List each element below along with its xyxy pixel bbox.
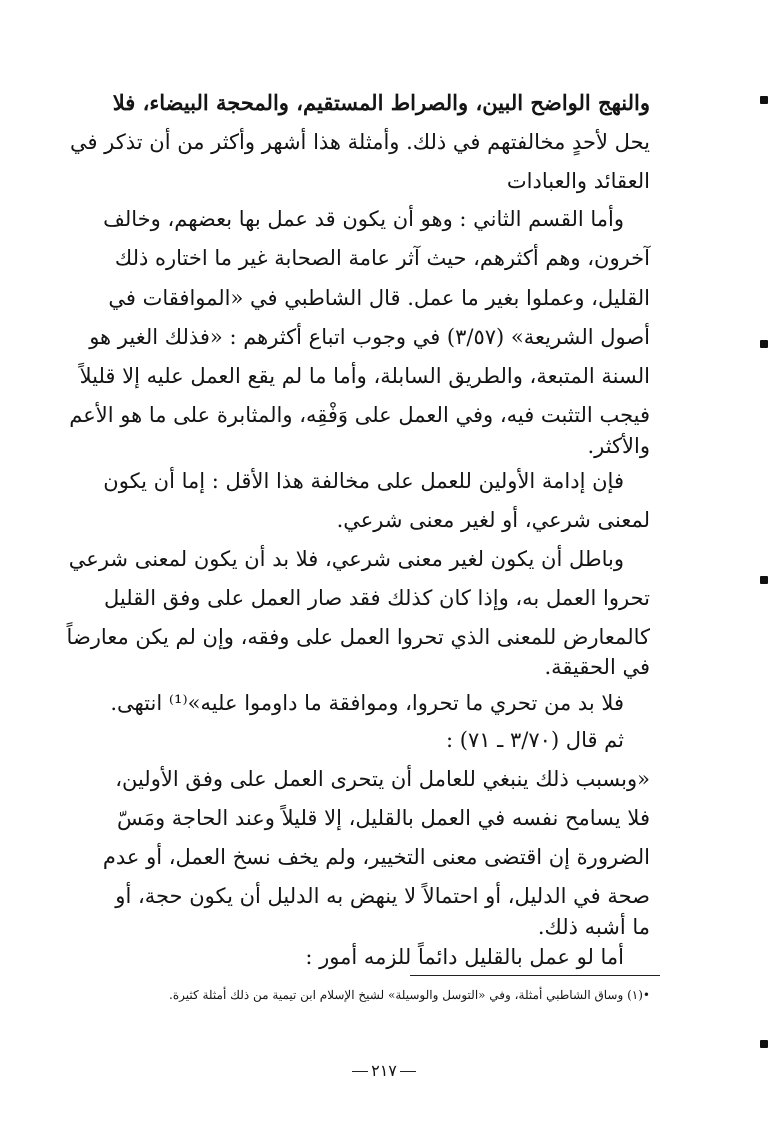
- text-line: يحل لأحدٍ مخالفتهم في ذلك. وأمثلة هذا أشهر وأكثر من أن تذكر في: [69, 130, 650, 154]
- ornament-dash: [400, 1071, 416, 1072]
- text-line: أما لو عمل بالقليل دائماً للزمه أمور :: [305, 945, 624, 969]
- margin-mark: [760, 96, 768, 104]
- footnote: •(١) وساق الشاطبي أمثلة، وفي «التوسل والوسيلة» لشيخ الإسلام ابن تيمية من ذلك أمثلة كثيرة.: [169, 988, 650, 1002]
- text-line: تحروا العمل به، وإذا كان كذلك فقد صار العمل على وفق القليل: [104, 586, 650, 610]
- text-line: آخرون، وهم أكثرهم، حيث آثر عامة الصحابة غير ما اختاره ذلك: [114, 246, 650, 270]
- page-number-value: ٢١٧: [371, 1061, 397, 1080]
- ornament-dash: [352, 1071, 368, 1072]
- text-line: فيجب التثبت فيه، وفي العمل على وَفْقِه، والمثابرة على ما هو الأعم: [69, 403, 650, 427]
- text-line: الضرورة إن اقتضى معنى التخيير، ولم يخف نسخ العمل، أو عدم: [102, 845, 650, 869]
- text-line: فإن إدامة الأولين للعمل على مخالفة هذا الأقل : إما أن يكون: [103, 469, 624, 493]
- text-line: «وبسبب ذلك ينبغي للعامل أن يتحرى العمل على وفق الأولين،: [115, 767, 650, 791]
- text-line: السنة المتبعة، والطريق السابلة، وأما ما لم يقع العمل عليه إلا قليلاً: [79, 364, 650, 388]
- text-line: العقائد والعبادات: [506, 169, 650, 193]
- text-line: والأكثر.: [587, 434, 650, 458]
- text-line: وأما القسم الثاني : وهو أن يكون قد عمل بها بعضهم، وخالف: [103, 207, 624, 231]
- text-line: فلا بد من تحري ما تحروا، وموافقة ما داوموا عليه»⁽¹⁾ انتهى.: [110, 691, 624, 715]
- margin-mark: [760, 1040, 768, 1048]
- text-line: في الحقيقة.: [544, 655, 650, 679]
- text-line: والنهج الواضح البين، والصراط المستقيم، والمحجة البيضاء، فلا: [112, 90, 650, 115]
- text-line: القليل، وعملوا بغير ما عمل. قال الشاطبي في «الموافقات في: [108, 286, 650, 310]
- text-line: صحة في الدليل، أو احتمالاً لا ينهض به الدليل أن يكون حجة، أو: [115, 884, 650, 908]
- text-line: فلا يسامح نفسه في العمل بالقليل، إلا قليلاً وعند الحاجة ومَسّ: [116, 806, 650, 830]
- text-line: ما أشبه ذلك.: [537, 915, 650, 939]
- text-line: وباطل أن يكون لغير معنى شرعي، فلا بد أن يكون لمعنى شرعي: [68, 547, 624, 571]
- page-number: [334, 1061, 434, 1080]
- text-line: لمعنى شرعي، أو لغير معنى شرعي.: [336, 508, 650, 532]
- margin-mark: [760, 340, 768, 348]
- text-line: ثم قال (٣/٧٠ ـ ٧١) :: [445, 728, 624, 752]
- margin-mark: [760, 576, 768, 584]
- text-line: كالمعارض للمعنى الذي تحروا العمل على وفقه، وإن لم يكن معارضاً: [66, 625, 650, 649]
- text-line: أصول الشريعة» (٣/٥٧) في وجوب اتباع أكثرهم : «فذلك الغير هو: [89, 325, 650, 349]
- footnote-separator: [410, 975, 660, 976]
